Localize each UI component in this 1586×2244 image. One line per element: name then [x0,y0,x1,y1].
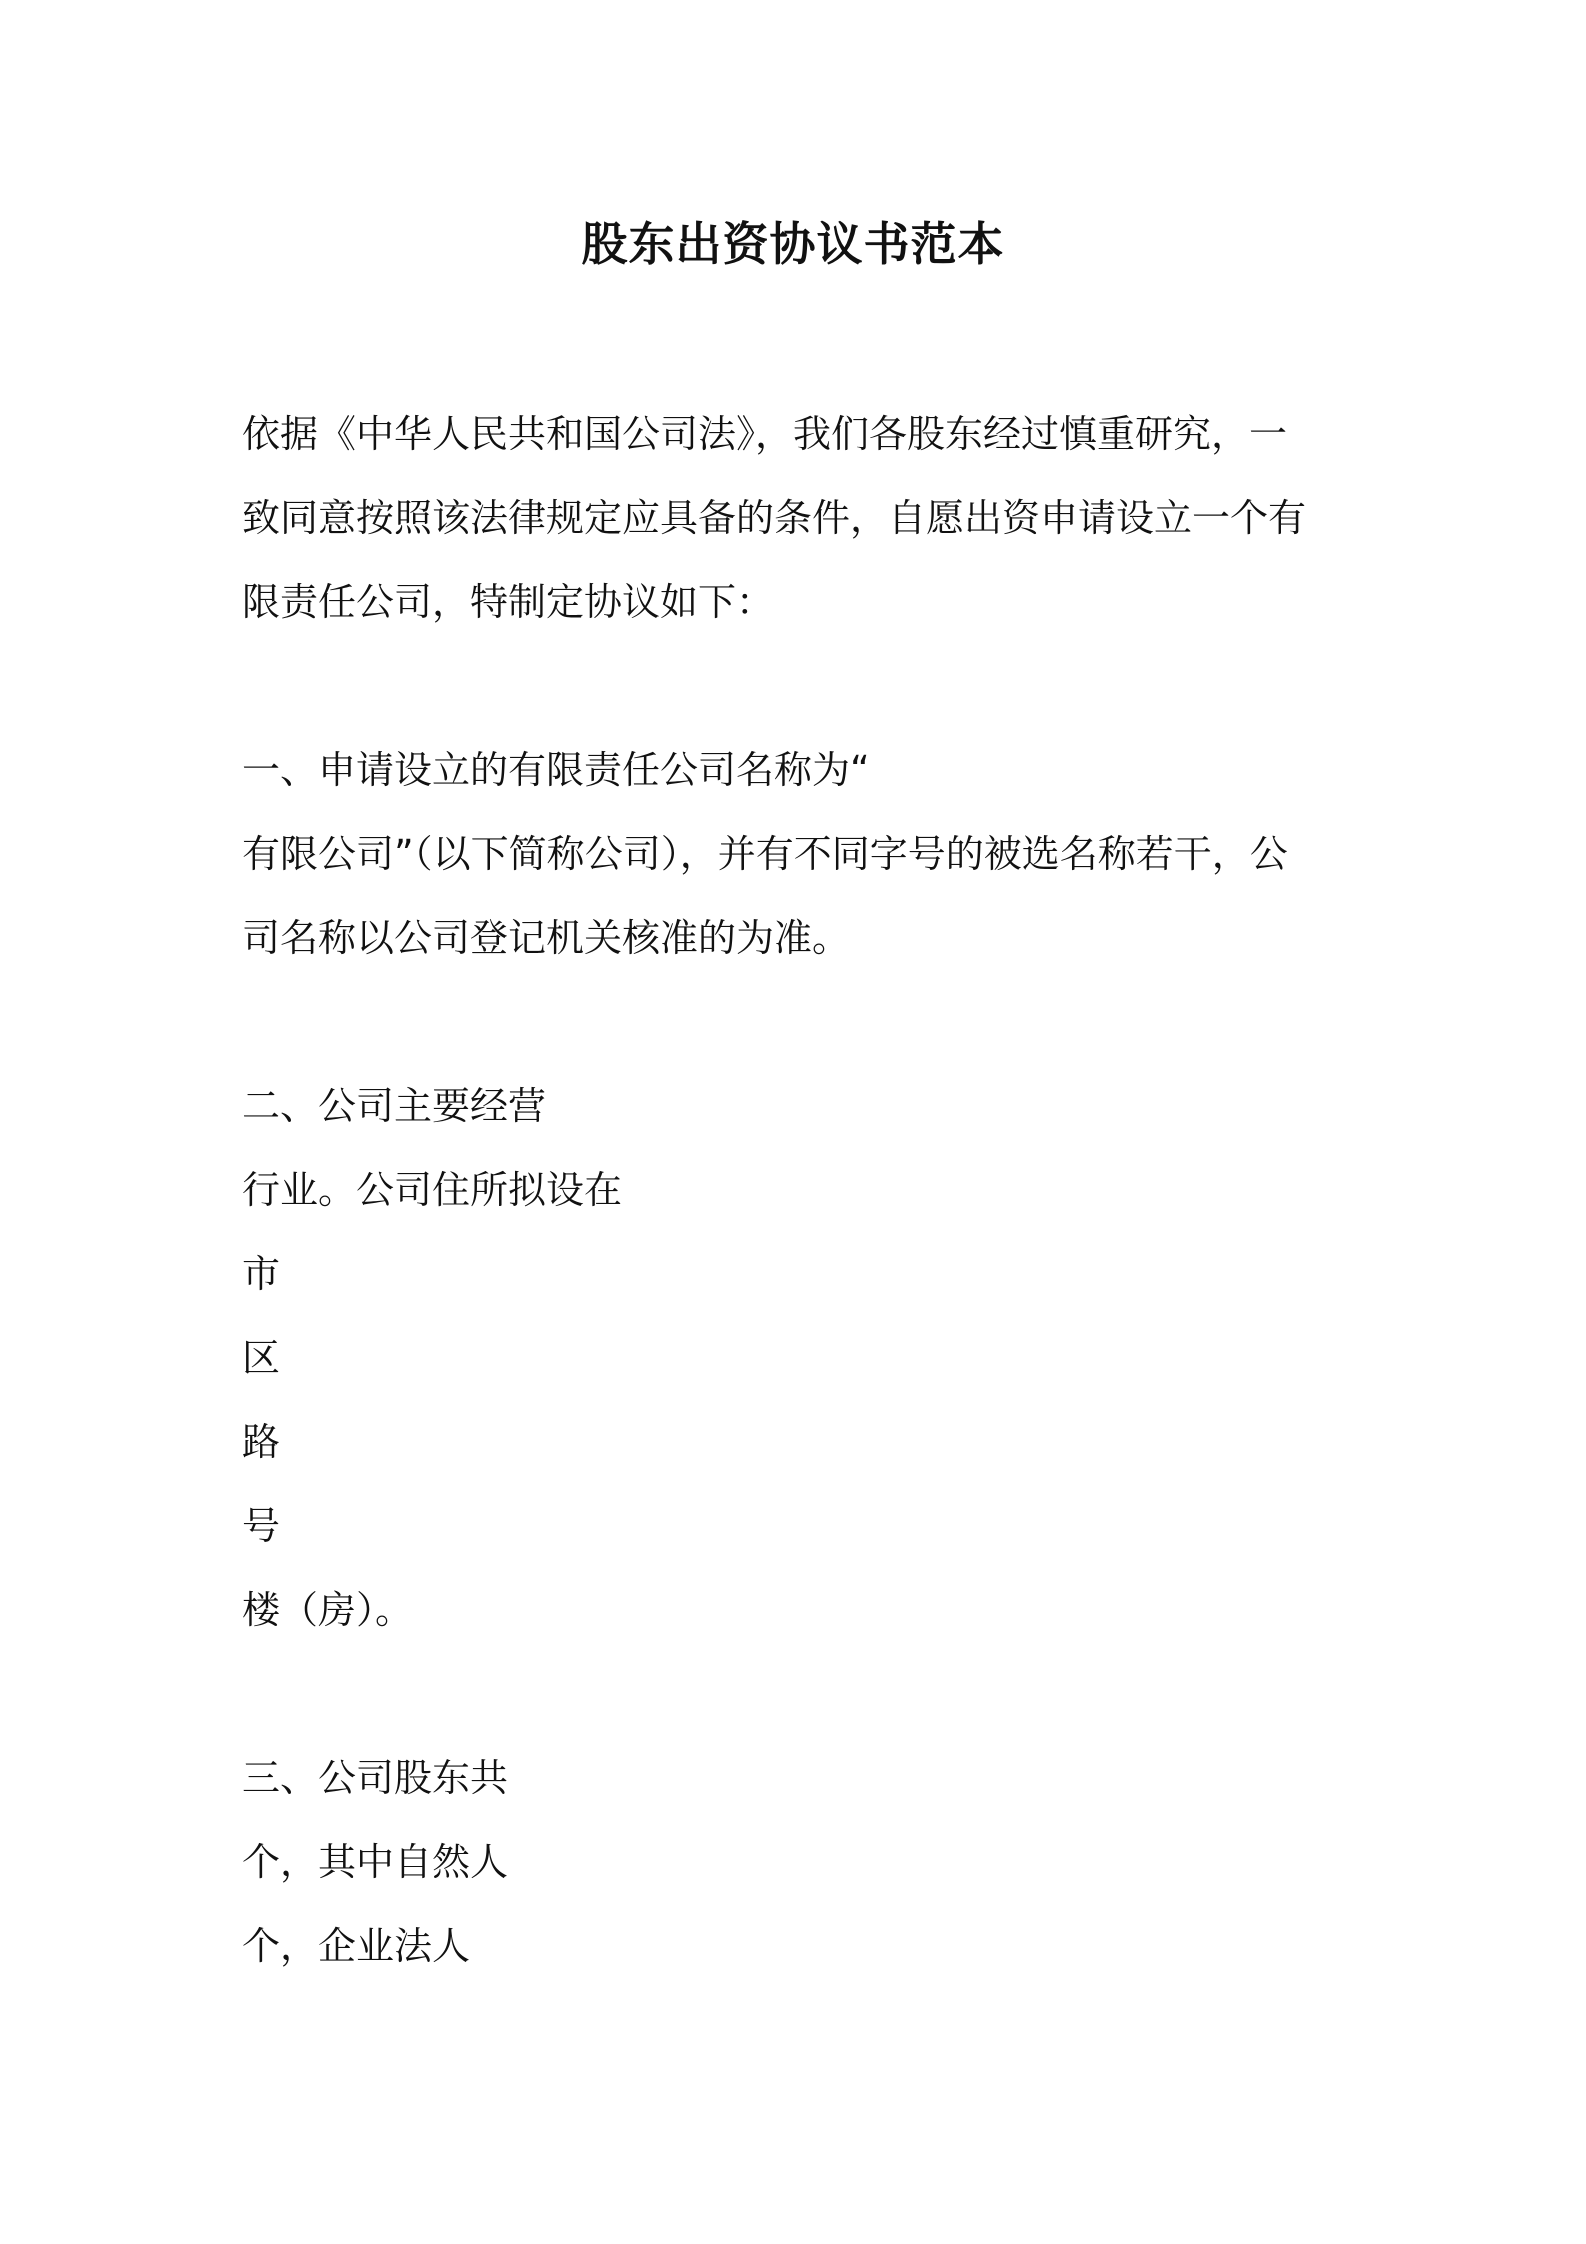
section-1-line-1: 一、申请设立的有限责任公司名称为“ [242,748,870,792]
section-3-line-1: 三、公司股东共 [242,1756,509,1800]
paragraph-spacer [242,980,1362,1064]
section-2-line-2: 行业。公司住所拟设在 [242,1168,623,1212]
intro-line-1: 依据《中华人民共和国公司法》，我们各股东经过慎重研究，一 [242,412,1288,456]
section-2-line-7: 楼（房）。 [242,1588,414,1632]
section-2 [242,1064,1362,1652]
section-1 [242,728,1362,980]
section-3 [242,1736,1362,1988]
section-3-line-3: 个，企业法人 [242,1924,471,1968]
intro-paragraph [242,392,1362,644]
section-2-line-5: 路 [242,1420,281,1464]
section-1-line-2: 有限公司”（以下简称公司），并有不同字号的被选名称若干，公 [242,832,1288,876]
paragraph-spacer [242,1652,1362,1736]
document-title: 股东出资协议书范本 [581,217,1005,271]
section-1-line-3: 司名称以公司登记机关核准的为准。 [242,916,851,960]
section-2-line-3: 市 [242,1252,281,1296]
intro-line-2: 致同意按照该法律规定应具备的条件，自愿出资申请设立一个有 [242,496,1307,540]
intro-line-3: 限责任公司，特制定协议如下： [242,580,775,624]
section-3-line-2: 个，其中自然人 [242,1840,509,1884]
section-2-line-1: 二、公司主要经营 [242,1084,547,1128]
document-body [242,392,1362,1988]
paragraph-spacer [242,644,1362,728]
section-2-line-4: 区 [242,1336,281,1380]
section-2-line-6: 号 [242,1504,281,1548]
